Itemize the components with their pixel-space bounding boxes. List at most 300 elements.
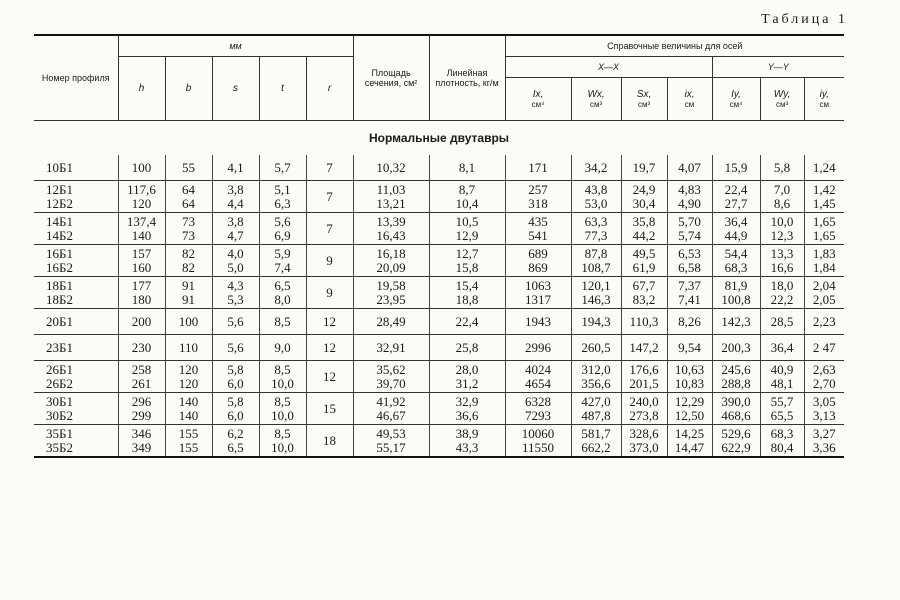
cell-value: 5,6 — [227, 313, 244, 329]
cell-wx — [571, 213, 621, 245]
cell-value: 10,5 — [455, 213, 479, 229]
cell-value: 11550 — [522, 439, 555, 455]
cell-value: 10,4 — [455, 195, 479, 211]
cell-value: 82 — [182, 259, 195, 275]
cell-value: 14,25 — [674, 425, 705, 441]
dim-b-header: b — [165, 57, 212, 121]
cell-value: 15,9 — [724, 159, 748, 175]
cell-value: 3,36 — [812, 439, 836, 455]
cell-r: 12 — [306, 335, 353, 361]
cell-value: 2,23 — [812, 313, 836, 329]
cell-density — [429, 393, 505, 425]
cell-value: 5,8 — [773, 159, 791, 175]
ref-col-header — [621, 78, 667, 121]
cell-value: 12,50 — [674, 407, 705, 423]
cell-value: 15,4 — [455, 277, 479, 293]
cell-value: 146,3 — [581, 291, 611, 307]
cell-value: 140 — [131, 227, 152, 243]
cell-value: 65,5 — [770, 407, 794, 423]
cell-value: 288,8 — [721, 375, 751, 391]
ref-col-unit: см⁴ — [729, 99, 743, 109]
cell-value: 6328 — [525, 393, 552, 409]
cell-value: 346 — [131, 425, 152, 441]
cell-h — [118, 393, 165, 425]
cell-b — [165, 309, 212, 335]
cell-value: 10,63 — [674, 361, 705, 377]
cell-profiles — [34, 361, 118, 393]
cell-value: 12Б1 — [46, 181, 73, 197]
cell-value: 16Б2 — [46, 259, 73, 275]
cell-s — [212, 361, 259, 393]
cell-value: 35,62 — [376, 361, 406, 377]
table-header — [34, 35, 844, 121]
cell-iy — [804, 213, 844, 245]
cell-value: 6,5 — [274, 277, 291, 293]
cell-density — [429, 155, 505, 181]
profile-number-header: Номер профиля — [34, 35, 118, 121]
cell-value: 120 — [178, 375, 199, 391]
dim-s-header: s — [212, 57, 259, 121]
cell-value: 7,0 — [773, 181, 791, 197]
cell-iy — [804, 335, 844, 361]
cell-wx — [571, 309, 621, 335]
cell-value: 373,0 — [629, 439, 659, 455]
cell-wy — [760, 361, 804, 393]
ref-col-unit: см³ — [589, 99, 603, 109]
cell-value: 200 — [131, 313, 152, 329]
cell-value: 356,6 — [581, 375, 611, 391]
cell-sx — [621, 309, 667, 335]
cell-value: 4,83 — [678, 181, 701, 197]
cell-value: 73 — [182, 227, 195, 243]
cell-value: 8,5 — [274, 361, 291, 377]
cell-value: 1943 — [525, 313, 552, 329]
cell-value: 8,1 — [458, 159, 476, 175]
cell-t — [259, 277, 306, 309]
cell-value: 1,83 — [812, 245, 836, 261]
cell-value: 14,47 — [674, 439, 705, 455]
ref-col-symbol: iy, — [819, 88, 829, 100]
cell-s — [212, 393, 259, 425]
cell-value: 5,6 — [274, 213, 291, 229]
cell-value: 1,65 — [812, 213, 836, 229]
ref-col-symbol: Wy, — [773, 88, 791, 100]
cell-ix — [667, 309, 712, 335]
cell-value: 30Б2 — [46, 407, 73, 423]
cell-value: 3,8 — [227, 181, 244, 197]
cell-value: 18,8 — [455, 291, 479, 307]
cell-t — [259, 335, 306, 361]
cell-area — [353, 213, 429, 245]
cell-value: 2,04 — [812, 277, 836, 293]
cell-value: 100,8 — [721, 291, 751, 307]
ref-col-header — [667, 78, 712, 121]
cell-wy — [760, 393, 804, 425]
cell-wy — [760, 155, 804, 181]
cell-value: 1,65 — [812, 227, 836, 243]
cell-h — [118, 277, 165, 309]
cell-ix — [505, 393, 571, 425]
cell-value: 6,0 — [227, 407, 244, 423]
cell-area — [353, 277, 429, 309]
table-row — [34, 425, 844, 458]
cell-h — [118, 213, 165, 245]
cell-value: 4,3 — [227, 277, 244, 293]
cell-value: 3,05 — [812, 393, 836, 409]
cell-value: 43,3 — [455, 439, 479, 455]
cell-density — [429, 213, 505, 245]
cell-value: 622,9 — [721, 439, 751, 455]
cell-r: 15 — [306, 393, 353, 425]
cell-value: 4,07 — [678, 159, 701, 175]
cell-wx — [571, 277, 621, 309]
cell-iy — [804, 181, 844, 213]
cell-value: 8,7 — [458, 181, 476, 197]
cell-value: 4,0 — [227, 245, 244, 261]
cell-value: 5,6 — [227, 339, 244, 355]
cell-value: 5,8 — [227, 393, 244, 409]
cell-value: 2996 — [525, 339, 552, 355]
cell-value: 110,3 — [629, 313, 659, 329]
cell-wx — [571, 361, 621, 393]
cell-value: 11,03 — [376, 181, 406, 197]
cell-wy — [760, 213, 804, 245]
cell-sx — [621, 155, 667, 181]
cell-density — [429, 335, 505, 361]
cell-wy — [760, 277, 804, 309]
cell-value: 240,0 — [629, 393, 659, 409]
cell-value: 16,18 — [376, 245, 406, 261]
cell-ix — [505, 181, 571, 213]
cell-wx — [571, 181, 621, 213]
cell-profiles — [34, 309, 118, 335]
cell-value: 296 — [131, 393, 152, 409]
cell-b — [165, 361, 212, 393]
cell-wy — [760, 181, 804, 213]
cell-profiles — [34, 335, 118, 361]
cell-value: 1,84 — [812, 259, 836, 275]
table-label: Таблица 1 — [761, 12, 848, 27]
cell-ix — [667, 425, 712, 458]
steel-profile-table — [34, 34, 844, 458]
ref-col-unit: см — [819, 99, 830, 109]
cell-iy — [712, 277, 760, 309]
cell-value: 689 — [528, 245, 548, 261]
cell-value: 8,26 — [678, 313, 701, 329]
cell-t — [259, 181, 306, 213]
cell-value: 16Б1 — [46, 245, 73, 261]
cell-value: 23,95 — [376, 291, 406, 307]
cell-wy — [760, 335, 804, 361]
cell-value: 5,1 — [274, 181, 291, 197]
cell-value: 176,6 — [629, 361, 659, 377]
mm-group-header: мм — [118, 35, 353, 57]
axis-x-header: X—X — [505, 57, 712, 78]
cell-profiles — [34, 425, 118, 458]
cell-value: 6,0 — [227, 375, 244, 391]
cell-value: 64 — [182, 195, 195, 211]
cell-value: 80,4 — [770, 439, 794, 455]
cell-ix — [667, 213, 712, 245]
cell-h — [118, 181, 165, 213]
cell-value: 18,0 — [770, 277, 794, 293]
cell-b — [165, 335, 212, 361]
cell-value: 1,24 — [812, 159, 836, 175]
ref-col-unit: см⁴ — [531, 99, 545, 109]
ref-col-header — [804, 78, 844, 121]
cell-value: 16,43 — [376, 227, 406, 243]
cell-value: 468,6 — [721, 407, 751, 423]
cell-value: 43,8 — [584, 181, 608, 197]
cell-value: 12Б2 — [46, 195, 73, 211]
cell-area — [353, 181, 429, 213]
cell-value: 5,74 — [678, 227, 701, 243]
cell-s — [212, 245, 259, 277]
ref-col-unit: см³ — [775, 99, 789, 109]
cell-wx — [571, 393, 621, 425]
cell-value: 26Б1 — [46, 361, 73, 377]
cell-h — [118, 335, 165, 361]
cell-iy — [712, 213, 760, 245]
cell-sx — [621, 425, 667, 458]
reference-group-header: Справочные величины для осей — [505, 35, 844, 57]
cell-r: 7 — [306, 213, 353, 245]
ref-col-symbol: Wx, — [587, 88, 605, 100]
ref-col-header — [571, 78, 621, 121]
cell-value: 34,2 — [584, 159, 608, 175]
table-row — [34, 393, 844, 425]
cell-value: 6,53 — [678, 245, 701, 261]
cell-value: 61,9 — [632, 259, 656, 275]
cell-value: 18Б2 — [46, 291, 73, 307]
cell-value: 38,9 — [455, 425, 479, 441]
cell-value: 180 — [131, 291, 152, 307]
cell-value: 53,0 — [584, 195, 608, 211]
cell-s — [212, 277, 259, 309]
cell-value: 157 — [131, 245, 152, 261]
cell-value: 4,1 — [227, 159, 244, 175]
cell-value: 581,7 — [581, 425, 611, 441]
cell-value: 137,4 — [126, 213, 157, 229]
cell-value: 23Б1 — [46, 339, 73, 355]
cell-value: 6,3 — [274, 195, 291, 211]
cell-value: 54,4 — [724, 245, 748, 261]
cell-value: 5,0 — [227, 259, 244, 275]
cell-value: 28,49 — [376, 313, 406, 329]
cell-value: 160 — [131, 259, 152, 275]
table-row — [34, 335, 844, 361]
dim-t-header: t — [259, 57, 306, 121]
cell-ix — [667, 335, 712, 361]
cell-value: 7,4 — [274, 259, 291, 275]
cell-value: 171 — [528, 159, 548, 175]
cell-t — [259, 361, 306, 393]
cell-area — [353, 335, 429, 361]
cell-value: 22,2 — [770, 291, 794, 307]
cell-value: 49,5 — [632, 245, 656, 261]
cell-value: 26Б2 — [46, 375, 73, 391]
cell-value: 12,9 — [455, 227, 479, 243]
cell-value: 5,8 — [227, 361, 244, 377]
cell-value: 12,29 — [674, 393, 705, 409]
cell-sx — [621, 277, 667, 309]
cell-value: 349 — [131, 439, 152, 455]
cell-b — [165, 277, 212, 309]
cell-profiles — [34, 393, 118, 425]
cell-iy — [712, 155, 760, 181]
cell-s — [212, 155, 259, 181]
cell-wy — [760, 425, 804, 458]
cell-ix — [505, 245, 571, 277]
ref-col-unit: см — [684, 99, 695, 109]
cell-value: 82 — [182, 245, 195, 261]
cell-value: 201,5 — [629, 375, 659, 391]
cell-density — [429, 245, 505, 277]
cell-t — [259, 245, 306, 277]
cell-value: 44,2 — [632, 227, 656, 243]
cell-sx — [621, 213, 667, 245]
cell-sx — [621, 393, 667, 425]
cell-value: 110 — [178, 339, 199, 355]
ref-col-unit: см³ — [637, 99, 651, 109]
cell-value: 2,70 — [812, 375, 836, 391]
cell-value: 40,9 — [770, 361, 794, 377]
cell-area — [353, 393, 429, 425]
cell-value: 39,70 — [376, 375, 406, 391]
cell-value: 36,4 — [724, 213, 748, 229]
dim-h-header: h — [118, 57, 165, 121]
table-body — [34, 121, 844, 458]
table-row — [34, 155, 844, 181]
cell-value: 1,45 — [812, 195, 836, 211]
cell-value: 41,92 — [376, 393, 406, 409]
cell-r: 18 — [306, 425, 353, 458]
cell-value: 19,7 — [632, 159, 656, 175]
cell-value: 20Б1 — [46, 313, 73, 329]
cell-ix — [667, 361, 712, 393]
cell-value: 3,8 — [227, 213, 244, 229]
cell-value: 7293 — [525, 407, 552, 423]
cell-wx — [571, 335, 621, 361]
cell-value: 87,8 — [584, 245, 608, 261]
cell-value: 8,5 — [274, 425, 291, 441]
cell-value: 35,8 — [632, 213, 656, 229]
cell-value: 1317 — [525, 291, 552, 307]
cell-value: 147,2 — [629, 339, 659, 355]
cell-value: 27,7 — [724, 195, 748, 211]
cell-area — [353, 309, 429, 335]
cell-value: 541 — [528, 227, 548, 243]
cell-value: 3,27 — [812, 425, 836, 441]
cell-sx — [621, 335, 667, 361]
cell-ix — [505, 213, 571, 245]
cell-value: 8,5 — [274, 393, 291, 409]
cell-area — [353, 425, 429, 458]
cell-value: 55,7 — [770, 393, 794, 409]
cell-ix — [667, 181, 712, 213]
cell-b — [165, 181, 212, 213]
cell-wy — [760, 309, 804, 335]
cell-value: 10Б1 — [46, 159, 73, 175]
cell-value: 100 — [131, 159, 152, 175]
cell-ix — [667, 155, 712, 181]
ref-col-symbol: ix, — [684, 88, 695, 100]
cell-b — [165, 245, 212, 277]
cell-value: 142,3 — [721, 313, 751, 329]
cell-value: 83,2 — [632, 291, 656, 307]
cell-value: 529,6 — [721, 425, 751, 441]
cell-value: 10,0 — [271, 375, 294, 391]
table-row — [34, 245, 844, 277]
cell-ix — [505, 335, 571, 361]
cell-value: 10,0 — [271, 407, 294, 423]
cell-iy — [712, 425, 760, 458]
cell-area — [353, 245, 429, 277]
cell-h — [118, 361, 165, 393]
cell-density — [429, 425, 505, 458]
cell-value: 13,39 — [376, 213, 406, 229]
cell-value: 5,9 — [274, 245, 291, 261]
cell-value: 5,70 — [678, 213, 701, 229]
cell-value: 30Б1 — [46, 393, 73, 409]
cell-s — [212, 335, 259, 361]
cell-value: 13,21 — [376, 195, 406, 211]
cell-value: 662,2 — [581, 439, 611, 455]
cell-value: 35Б2 — [46, 439, 73, 455]
cell-value: 6,9 — [274, 227, 291, 243]
cell-value: 100 — [178, 313, 199, 329]
ref-col-header — [505, 78, 571, 121]
cell-profiles — [34, 245, 118, 277]
cell-r: 9 — [306, 277, 353, 309]
cell-iy — [712, 361, 760, 393]
cell-value: 390,0 — [721, 393, 751, 409]
cell-value: 1063 — [525, 277, 552, 293]
cell-value: 3,13 — [812, 407, 836, 423]
cell-value: 10,0 — [770, 213, 794, 229]
table-row — [34, 213, 844, 245]
linear-density-header: Линейная плотность, кг/м — [429, 35, 505, 121]
cell-s — [212, 181, 259, 213]
cell-t — [259, 155, 306, 181]
cell-s — [212, 425, 259, 458]
cell-wx — [571, 155, 621, 181]
cell-value: 12,7 — [455, 245, 479, 261]
cell-value: 120 — [131, 195, 152, 211]
cell-h — [118, 309, 165, 335]
cell-value: 24,9 — [632, 181, 656, 197]
cell-value: 44,9 — [724, 227, 748, 243]
ref-col-header — [760, 78, 804, 121]
cell-ix — [667, 277, 712, 309]
cell-value: 328,6 — [629, 425, 659, 441]
cell-value: 194,3 — [581, 313, 611, 329]
cell-density — [429, 309, 505, 335]
cell-value: 49,53 — [376, 425, 406, 441]
cell-ix — [505, 425, 571, 458]
cell-h — [118, 155, 165, 181]
cell-value: 48,1 — [770, 375, 794, 391]
cell-value: 5,3 — [227, 291, 244, 307]
cell-s — [212, 309, 259, 335]
cell-value: 273,8 — [629, 407, 659, 423]
cell-value: 120,1 — [581, 277, 611, 293]
cell-value: 25,8 — [455, 339, 479, 355]
cell-value: 230 — [131, 339, 152, 355]
cell-value: 2,63 — [812, 361, 836, 377]
cell-wy — [760, 245, 804, 277]
cell-iy — [712, 245, 760, 277]
